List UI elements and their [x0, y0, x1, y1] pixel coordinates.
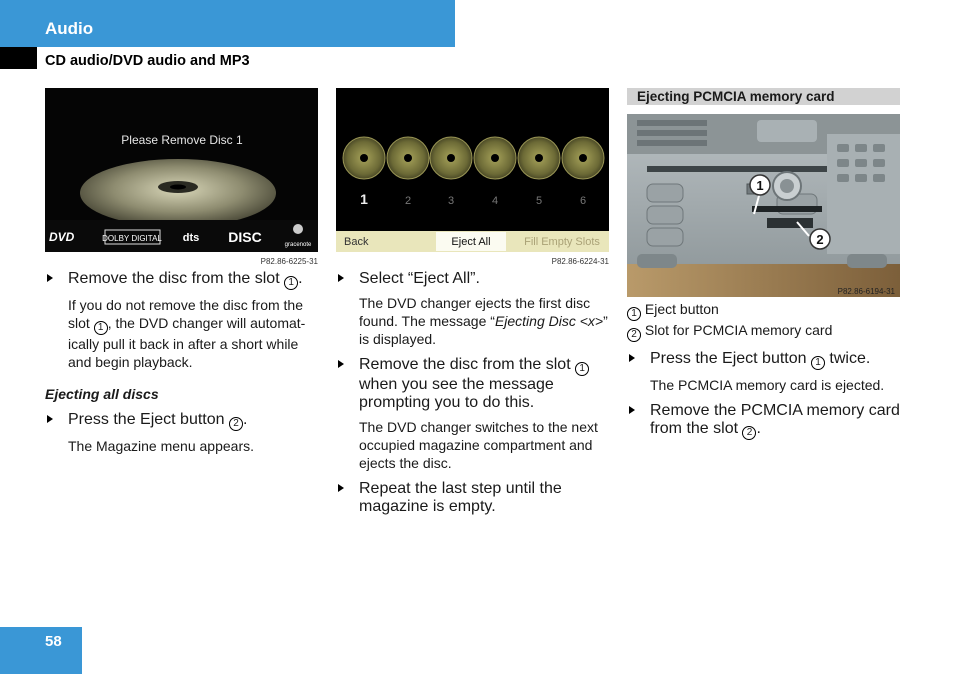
- callout-ref: 1: [811, 356, 825, 370]
- menu-fill-empty-slots: Fill Empty Slots: [524, 236, 600, 248]
- page-number-box: [0, 627, 82, 674]
- figure-magazine-menu: [336, 88, 609, 252]
- figure-code: P82.86-6194-31: [837, 287, 895, 296]
- disc-logo: DISC: [228, 229, 262, 245]
- instruction-detail: The DVD changer switches to the next occupied magazine compartment and ejects the disc.: [359, 419, 598, 471]
- callout-ref: 1: [284, 276, 298, 290]
- column-2: [336, 88, 611, 516]
- menu-eject-all: Eject All: [451, 236, 491, 248]
- page-title: CD audio/DVD audio and MP3: [45, 53, 250, 69]
- figure-remove-disc: [45, 88, 318, 252]
- column-1: [45, 88, 320, 455]
- instruction-detail: If you do not remove the disc from the slot 1 , the DVD changer will automat-ically pull it back in after a short while and begin playback.: [68, 297, 306, 370]
- legend-number: 2: [627, 328, 641, 342]
- magazine-menu-illustration: [336, 88, 609, 252]
- section-tab-marker: [0, 47, 37, 69]
- slot-number: 2: [404, 195, 412, 207]
- instruction-detail: The PCMCIA memory card is ejected.: [650, 377, 885, 393]
- callout-ref: 2: [742, 426, 756, 440]
- legend-number: 1: [627, 307, 641, 321]
- instruction-step: Remove the PCMCIA memory card from the slot 2 .: [627, 402, 900, 440]
- figure-code: P82.86-6225-31: [260, 257, 318, 266]
- legend-item: 1 Eject button: [627, 300, 900, 321]
- page-number: 58: [45, 633, 62, 650]
- subheading: Ejecting all discs: [45, 386, 159, 402]
- slot-number: 5: [535, 195, 543, 207]
- instruction-detail: The DVD changer ejects the first disc found. The message “Ejecting Disc <x>” is displayed.: [359, 295, 608, 347]
- menu-back: Back: [344, 236, 369, 248]
- dts-logo: dts: [182, 232, 200, 244]
- instruction-step: Remove the disc from the slot 1 when you see the message prompting you to do this.: [336, 356, 611, 412]
- slot-number: 3: [447, 195, 455, 207]
- slot-number: 4: [491, 195, 499, 207]
- instruction-step: Remove the disc from the slot 1 .: [45, 270, 320, 290]
- callout-ref: 1: [575, 362, 589, 376]
- callout-ref: 2: [229, 417, 243, 431]
- callout-ref: 1: [94, 321, 108, 335]
- instruction-step: Press the Eject button 1 twice.: [627, 350, 900, 370]
- callout-label: 1: [756, 178, 764, 193]
- instruction-step: Select “Eject All”.: [336, 270, 611, 288]
- remove-disc-screen-illustration: [45, 88, 318, 252]
- callout-label: 2: [816, 232, 824, 247]
- instruction-step: Repeat the last step until the magazine is empty.: [336, 480, 611, 516]
- slot-number: 6: [579, 195, 587, 207]
- legend-item: 2 Slot for PCMCIA memory card: [627, 321, 900, 342]
- screen-message: Please Remove Disc 1: [121, 133, 243, 147]
- gracenote-logo: gracenote: [284, 242, 312, 248]
- figure-code: P82.86-6224-31: [551, 257, 609, 266]
- dvd-logo: DVD: [49, 230, 75, 244]
- instruction-detail: The Magazine menu appears.: [68, 438, 254, 454]
- section-title: Audio: [45, 19, 94, 38]
- section-heading: Ejecting PCMCIA memory card: [627, 88, 900, 105]
- slot-number: 1: [360, 191, 368, 207]
- dolby-logo: DOLBY DIGITAL: [102, 234, 162, 243]
- instruction-step: Press the Eject button 2 .: [45, 411, 320, 431]
- console-photo-illustration: [627, 114, 900, 297]
- column-3: [627, 88, 900, 440]
- figure-pcmcia-slot: [627, 114, 900, 297]
